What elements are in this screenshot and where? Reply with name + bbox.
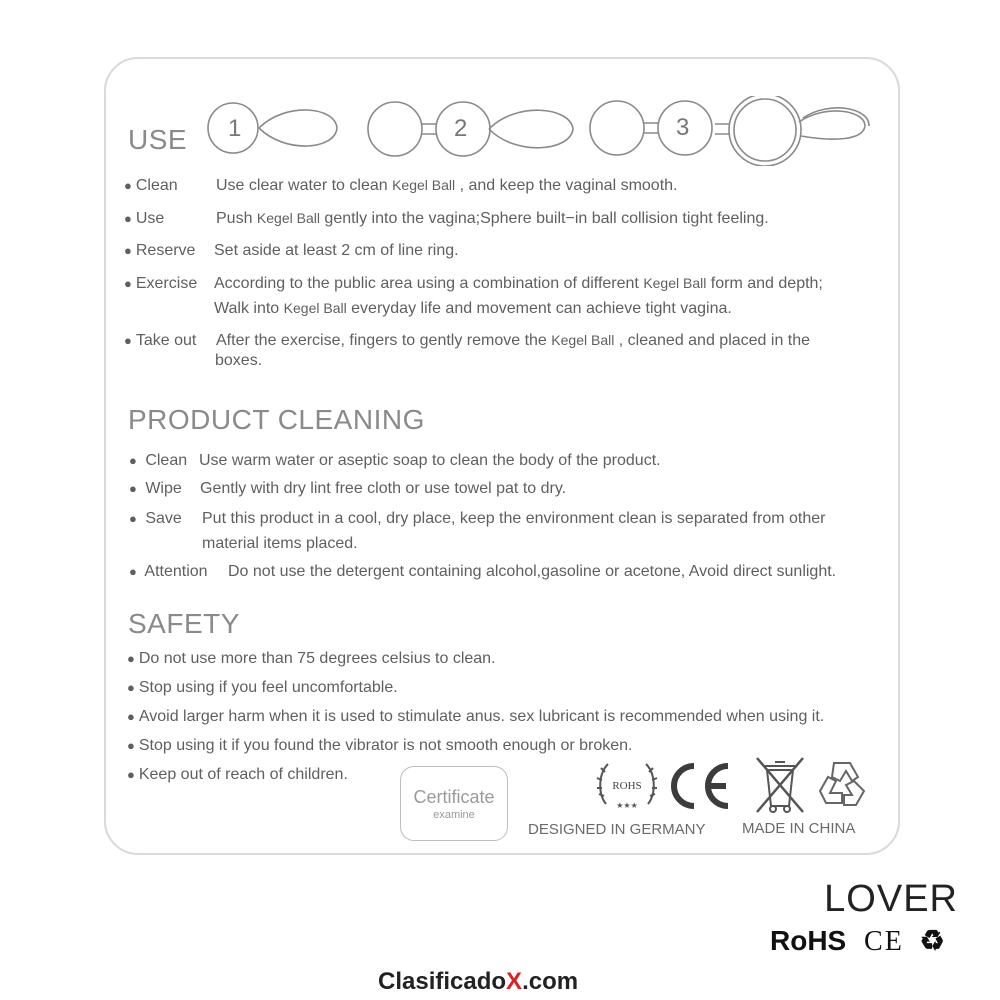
site-watermark[interactable] <box>378 968 578 996</box>
cleaning-item: ● Wipe <box>129 480 182 497</box>
bullet-icon: ● <box>127 738 135 753</box>
cleaning-item-text-line2: material items placed. <box>202 535 358 552</box>
safety-item: ● Avoid larger harm when it is used to stimulate anus. sex lubricant is recommended when using it. <box>127 708 825 725</box>
use-item-text: Set aside at least 2 cm of line ring. <box>214 242 459 259</box>
bullet-icon: ● <box>127 680 135 695</box>
watermark-domain: .com <box>522 968 579 995</box>
recycle-icon <box>814 757 870 813</box>
use-heading: USE <box>128 124 188 155</box>
use-item: ● Reserve <box>124 242 196 259</box>
cleaning-heading: PRODUCT CLEANING <box>128 404 425 435</box>
cleaning-item: ● Attention <box>129 563 208 580</box>
bullet-icon: ● <box>129 453 137 468</box>
bullet-icon: ● <box>127 651 135 666</box>
designed-in-label: DESIGNED IN GERMANY <box>528 821 706 838</box>
ce-text: CE <box>864 926 904 957</box>
safety-heading: SAFETY <box>128 608 240 639</box>
bullet-icon: ● <box>127 767 135 782</box>
use-item-text: Use clear water to clean Kegel Ball , and keep the vaginal smooth. <box>216 177 678 194</box>
use-item: ● Take out <box>124 332 197 349</box>
use-item: ● Exercise <box>124 275 198 292</box>
safety-item: ● Do not use more than 75 degrees celsius to clean. <box>127 650 496 667</box>
cleaning-item: ● Save <box>129 510 182 527</box>
compliance-marks <box>770 924 945 958</box>
made-in-label: MADE IN CHINA <box>742 820 856 837</box>
use-item: ● Use <box>124 210 165 227</box>
certificate-title: Certificate <box>413 787 495 807</box>
watermark-text: Clasificado <box>378 968 507 995</box>
svg-text:★★★: ★★★ <box>616 801 638 810</box>
safety-item: ● Stop using it if you found the vibrator is not smooth enough or broken. <box>127 737 633 754</box>
safety-item: ● Keep out of reach of children. <box>127 766 348 783</box>
bullet-icon: ● <box>129 564 137 579</box>
bullet-icon: ● <box>129 511 137 526</box>
step-number: 1 <box>228 115 242 142</box>
bullet-icon: ● <box>127 709 135 724</box>
brand-name: LOVER <box>824 878 958 920</box>
ce-mark-icon <box>666 760 734 812</box>
use-item-text-line2: boxes. <box>215 352 263 369</box>
use-item-text: After the exercise, fingers to gently remove the Kegel Ball , cleaned and placed in the <box>216 332 811 349</box>
cleaning-item-text: Gently with dry lint free cloth or use towel pat to dry. <box>200 480 567 497</box>
use-item-text-line2: Walk into Kegel Ball everyday life and movement can achieve tight vagina. <box>214 300 732 317</box>
bullet-icon: ● <box>124 243 132 258</box>
bullet-icon: ● <box>124 211 132 226</box>
step-number: 2 <box>454 115 468 142</box>
rohs-seal-icon <box>596 756 658 812</box>
bullet-icon: ● <box>124 333 132 348</box>
kegel-ball-icon <box>368 102 573 156</box>
step-number: 3 <box>676 114 690 141</box>
cleaning-item-text: Use warm water or aseptic soap to clean the body of the product. <box>199 452 661 469</box>
kegel-ball-icon <box>590 96 869 166</box>
recycle-icon: ♻ <box>919 925 945 956</box>
certificate-badge <box>400 766 508 841</box>
cleaning-item: ● Clean <box>129 452 188 469</box>
cleaning-item-text: Do not use the detergent containing alcohol,gasoline or acetone, Avoid direct sunlight. <box>228 563 837 580</box>
bullet-icon: ● <box>124 276 132 291</box>
bullet-icon: ● <box>124 178 132 193</box>
cleaning-item-text: Put this product in a cool, dry place, keep the environment clean is separated from other <box>202 510 826 527</box>
use-item-text: Push Kegel Ball gently into the vagina;Sphere built−in ball collision tight feeling. <box>216 210 769 227</box>
use-item: ● Clean <box>124 177 178 194</box>
bullet-icon: ● <box>129 481 137 496</box>
use-item-text: According to the public area using a combination of different Kegel Ball form and depth; <box>214 275 823 292</box>
kegel-ball-diagram <box>205 96 875 166</box>
svg-text:ROHS: ROHS <box>612 780 642 792</box>
rohs-text: RoHS <box>770 925 847 956</box>
certificate-subtitle: examine <box>433 809 475 821</box>
weee-bin-icon <box>753 754 807 816</box>
safety-item: ● Stop using if you feel uncomfortable. <box>127 679 398 696</box>
watermark-x: X <box>506 968 523 995</box>
